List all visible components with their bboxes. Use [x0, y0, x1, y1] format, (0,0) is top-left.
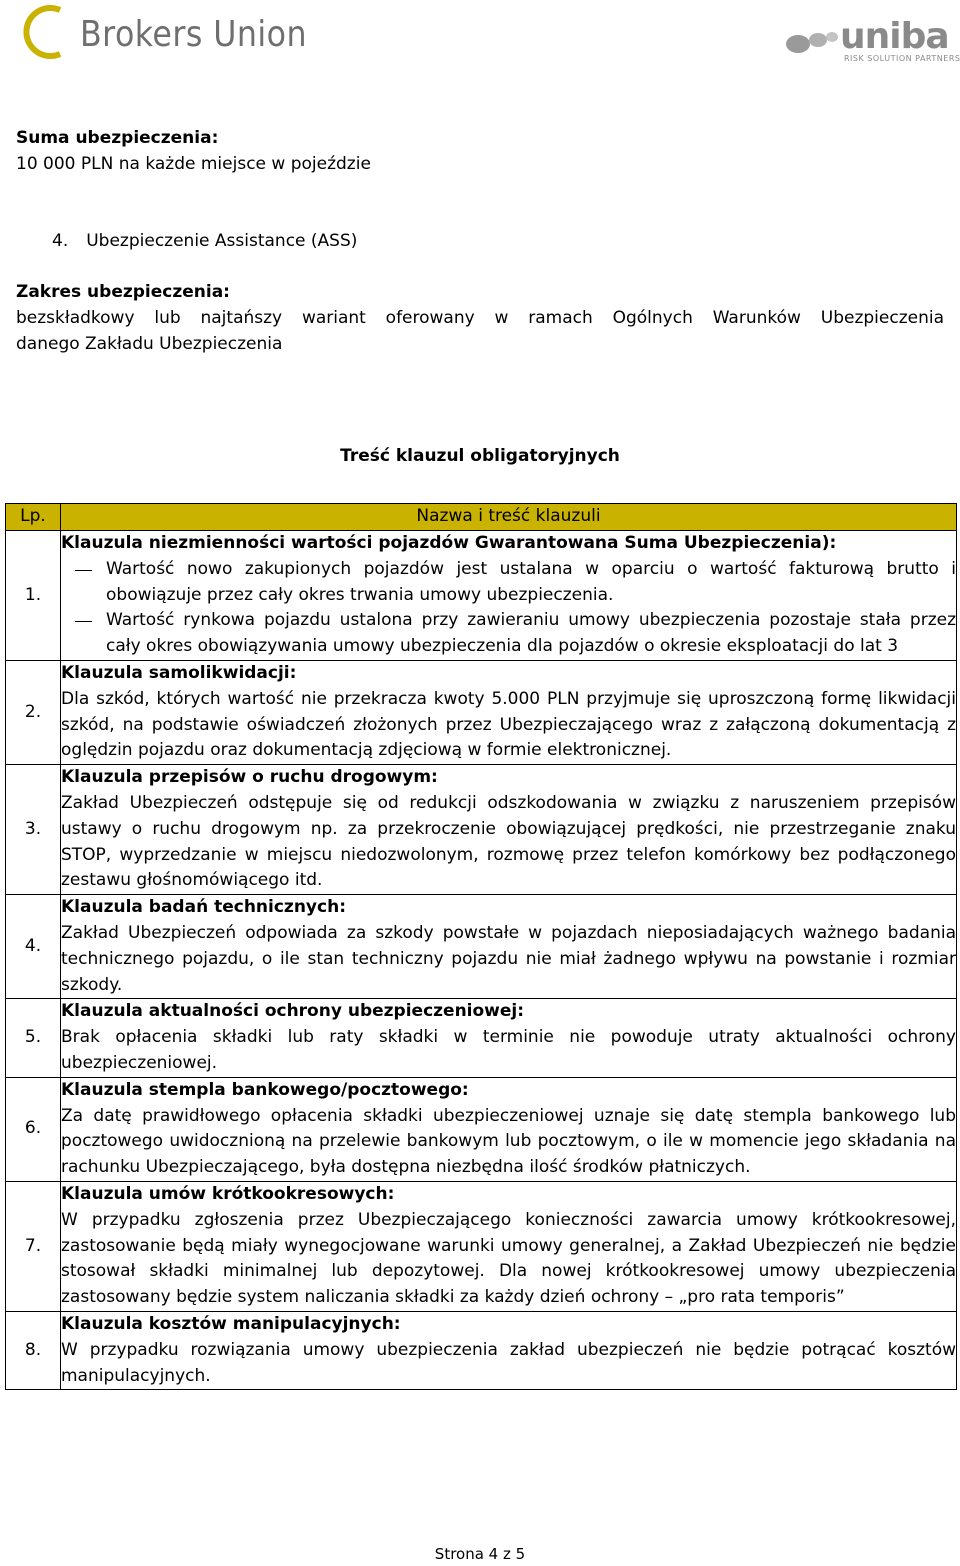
brokers-union-wordmark: Brokers Union: [80, 14, 308, 55]
row-number: 1.: [6, 531, 61, 661]
row-content: [61, 999, 957, 1077]
scope-word: oferowany: [385, 308, 475, 328]
uniba-wordmark: uniba: [840, 16, 949, 57]
table-row: [6, 1181, 957, 1311]
clause-text: W przypadku rozwiązania umowy ubezpieczenia zakład ubezpieczeń nie będzie potrącać kosztów manipulacyjnych.: [61, 1339, 956, 1386]
assistance-heading: [52, 229, 357, 254]
sum-insured-label: Suma ubezpieczenia:: [16, 128, 219, 148]
row-content: [61, 660, 957, 764]
column-header-number: Lp.: [6, 504, 61, 531]
section-title: Treść klauzul obligatoryjnych: [340, 446, 620, 466]
scope-word: ramach: [528, 308, 593, 328]
row-number: 8.: [6, 1311, 61, 1389]
clauses-table: [5, 503, 957, 1390]
uniba-dots-icon: [784, 28, 840, 58]
clause-title: Klauzula aktualności ochrony ubezpieczeniowej:: [61, 1001, 525, 1022]
scope-word: Warunków: [712, 308, 801, 328]
scope-word: Ubezpieczenia: [820, 308, 944, 328]
clause-title: Klauzula kosztów manipulacyjnych:: [61, 1313, 401, 1334]
clause-title: Klauzula stempla bankowego/pocztowego:: [61, 1079, 469, 1100]
row-number: 6.: [6, 1077, 61, 1181]
scope-word: bezskładkowy: [16, 308, 135, 328]
table-row: [6, 999, 957, 1077]
clause-text: Zakład Ubezpieczeń odpowiada za szkody powstałe w pojazdach nieposiadających ważnego badania technicznego pojazdu, o ile stan techniczny pojazdu nie miał żadnego wpływu na powstanie i rozmiar szkody.: [61, 922, 956, 995]
bullet-item: [61, 608, 956, 660]
table-header-row: [6, 504, 957, 531]
row-number: 7.: [6, 1181, 61, 1311]
clause-title: Klauzula przepisów o ruchu drogowym:: [61, 767, 438, 788]
clause-text: Zakład Ubezpieczeń odstępuje się od redukcji odszkodowania w związku z naruszeniem przepisów ustawy o ruchu drogowym np. za przekroczenie obowiązującej prędkości, nie przestrzeganie znaku STOP, wyprzedzanie w miejscu niedozwolonym, rozmowę przez telefon komórkowy bez podłączonego zestawu głośnomówiącego itd.: [61, 792, 956, 891]
row-content: [61, 1077, 957, 1181]
column-header-name: Nazwa i treść klauzuli: [61, 504, 957, 531]
clause-text: Za datę prawidłowego opłacenia składki ubezpieczeniowej uznaje się datę stempla bankowego lub pocztowego uwidocznioną na przelewie bankowym lub pocztowym, o ile w momencie jego składania na rachunku Ubezpieczającego, była dostępna niezbędna ilość środków płatniczych.: [61, 1105, 956, 1178]
table-row: [6, 765, 957, 895]
bullet-text: Wartość rynkowa pojazdu ustalona przy zawieraniu umowy ubezpieczenia pozostaje stała przez cały okres obowiązywania umowy ubezpieczenia dla pojazdów o okresie eksploatacji do lat 3: [106, 610, 956, 657]
dash-bullet-icon: [61, 608, 106, 660]
clause-text: Brak opłacenia składki lub raty składki w terminie nie powoduje utraty aktualności ochrony ubezpieczeniowej.: [61, 1027, 956, 1073]
row-number: 5.: [6, 999, 61, 1077]
table-row: [6, 1077, 957, 1181]
bullet-text: Wartość nowo zakupionych pojazdów jest ustalana w oparciu o wartość fakturową brutto i obowiązuje przez cały okres trwania umowy ubezpieczenia.: [106, 558, 956, 605]
clause-text: W przypadku zgłoszenia przez Ubezpieczającego konieczności zawarcia umowy krótkookresowej, zastosowanie będą miały wynegocjowane warunki umowy generalnej, a Zakład Ubezpieczeń nie będzie stosował składki minimalnej lub depozytowej. Dla nowej krótkookresowej umowy ubezpieczenia zastosowany będzie system naliczania składki za każdy dzień ochrony – „pro rata temporis”: [61, 1209, 956, 1308]
table-row: [6, 660, 957, 764]
clause-title: Klauzula umów krótkookresowych:: [61, 1183, 395, 1204]
scope-word: wariant: [301, 308, 366, 328]
clause-title: Klauzula samolikwidacji:: [61, 662, 297, 683]
page-header: [0, 0, 960, 70]
scope-word: w: [494, 308, 509, 328]
clause-text: Dla szkód, których wartość nie przekracza kwoty 5.000 PLN przyjmuje się uproszczoną formę likwidacji szkód, na podstawie oświadczeń złożonych przez Ubezpieczającego wraz z załączoną dokumentacją z oględzin pojazdu oraz dokumentacją zdjęciową w formie elektronicznej.: [61, 688, 956, 761]
row-content: [61, 531, 957, 661]
row-content: [61, 1181, 957, 1311]
sum-insured-value: 10 000 PLN na każde miejsce w pojeździe: [16, 154, 371, 174]
clause-title: Klauzula niezmienności wartości pojazdów Gwarantowana Suma Ubezpieczenia):: [61, 533, 837, 553]
brokers-union-logo: [16, 4, 316, 66]
table-row: [6, 1311, 957, 1389]
assistance-number: 4.: [52, 231, 69, 251]
row-content: [61, 1311, 957, 1389]
row-number: 3.: [6, 765, 61, 895]
table-row: [6, 531, 957, 661]
uniba-tagline: RISK SOLUTION PARTNERS: [844, 54, 960, 63]
row-content: [61, 895, 957, 999]
scope-word: lub: [154, 308, 181, 328]
bullet-item: [61, 557, 956, 609]
scope-line-2: danego Zakładu Ubezpieczenia: [16, 334, 283, 354]
scope-word: Ogólnych: [612, 308, 693, 328]
assistance-title: Ubezpieczenie Assistance (ASS): [86, 231, 358, 251]
scope-word: najtańszy: [200, 308, 283, 328]
row-content: [61, 765, 957, 895]
dash-bullet-icon: [61, 557, 106, 609]
row-number: 2.: [6, 660, 61, 764]
row-number: 4.: [6, 895, 61, 999]
page-number: Strona 4 z 5: [434, 1545, 526, 1563]
uniba-logo: [784, 16, 960, 66]
scope-label: Zakres ubezpieczenia:: [16, 282, 230, 302]
table-row: [6, 895, 957, 999]
clause-title: Klauzula badań technicznych:: [61, 897, 346, 918]
scope-line-1: [16, 306, 944, 331]
brokers-union-mark-icon: [16, 4, 64, 60]
